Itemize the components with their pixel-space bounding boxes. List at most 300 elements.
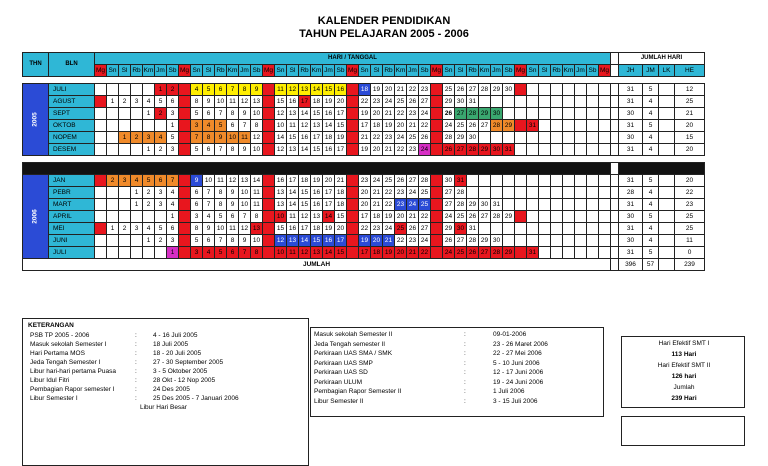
day-cell bbox=[263, 223, 275, 235]
jumlah-value: 25 bbox=[675, 223, 705, 235]
day-cell bbox=[575, 175, 587, 187]
colon: : bbox=[464, 350, 466, 357]
day-cell bbox=[587, 132, 599, 144]
day-cell: 18 bbox=[371, 247, 383, 259]
day-cell: 12 bbox=[275, 235, 287, 247]
day-cell bbox=[563, 84, 575, 96]
day-cell: 20 bbox=[371, 235, 383, 247]
day-cell: 15 bbox=[311, 108, 323, 120]
day-cell bbox=[107, 199, 119, 211]
day-cell: 9 bbox=[191, 175, 203, 187]
day-cell bbox=[347, 187, 359, 199]
day-cell: 4 bbox=[167, 199, 179, 211]
jumlah-value: 0 bbox=[675, 247, 705, 259]
day-cell bbox=[131, 144, 143, 156]
day-cell bbox=[95, 144, 107, 156]
day-cell bbox=[491, 132, 503, 144]
day-cell: 5 bbox=[155, 223, 167, 235]
day-cell: 8 bbox=[191, 223, 203, 235]
day-cell bbox=[131, 235, 143, 247]
day-cell bbox=[179, 235, 191, 247]
day-cell: 29 bbox=[479, 144, 491, 156]
day-cell: 14 bbox=[287, 199, 299, 211]
day-cell bbox=[263, 144, 275, 156]
weekday-header: Km bbox=[143, 65, 155, 77]
day-cell bbox=[503, 96, 515, 108]
day-cell: 10 bbox=[275, 247, 287, 259]
day-cell: 11 bbox=[251, 199, 263, 211]
day-cell: 11 bbox=[239, 132, 251, 144]
day-cell bbox=[347, 223, 359, 235]
day-cell: 24 bbox=[419, 108, 431, 120]
day-cell bbox=[131, 108, 143, 120]
jumlah-value bbox=[659, 96, 675, 108]
day-cell: 14 bbox=[299, 144, 311, 156]
day-cell bbox=[179, 144, 191, 156]
day-cell bbox=[143, 211, 155, 223]
keterangan-value: 5 - 10 Juni 2006 bbox=[493, 359, 540, 367]
day-cell bbox=[551, 120, 563, 132]
jumlah-col-header: JH bbox=[619, 65, 643, 77]
colon: : bbox=[135, 359, 137, 366]
day-cell bbox=[539, 175, 551, 187]
day-cell bbox=[563, 175, 575, 187]
day-cell: 27 bbox=[443, 187, 455, 199]
day-cell: 23 bbox=[371, 96, 383, 108]
day-cell bbox=[107, 247, 119, 259]
day-cell: 3 bbox=[167, 108, 179, 120]
day-cell: 23 bbox=[407, 108, 419, 120]
day-cell: 18 bbox=[323, 132, 335, 144]
day-cell: 1 bbox=[167, 247, 179, 259]
day-cell: 17 bbox=[323, 199, 335, 211]
day-cell: 8 bbox=[251, 120, 263, 132]
day-cell: 23 bbox=[395, 187, 407, 199]
day-cell bbox=[179, 247, 191, 259]
day-cell: 7 bbox=[215, 235, 227, 247]
day-cell bbox=[179, 175, 191, 187]
jumlah-value: 22 bbox=[675, 187, 705, 199]
jumlah-value bbox=[659, 120, 675, 132]
day-cell: 4 bbox=[155, 132, 167, 144]
weekday-header: Jm bbox=[575, 65, 587, 77]
jumlah-value: 5 bbox=[643, 211, 659, 223]
weekday-header: Sl bbox=[455, 65, 467, 77]
day-cell: 1 bbox=[143, 108, 155, 120]
hari-efektif-text: 113 Hari bbox=[671, 351, 697, 358]
day-cell: 16 bbox=[275, 175, 287, 187]
day-cell: 3 bbox=[167, 235, 179, 247]
jumlah-value: 5 bbox=[643, 175, 659, 187]
day-cell bbox=[479, 175, 491, 187]
day-cell: 28 bbox=[419, 175, 431, 187]
day-cell: 12 bbox=[299, 247, 311, 259]
jumlah-total: 57 bbox=[643, 259, 659, 271]
day-cell: 17 bbox=[335, 108, 347, 120]
day-cell: 15 bbox=[299, 187, 311, 199]
day-cell bbox=[491, 96, 503, 108]
jumlah-value: 30 bbox=[619, 132, 643, 144]
day-cell: 9 bbox=[215, 132, 227, 144]
day-cell: 19 bbox=[359, 108, 371, 120]
day-cell bbox=[131, 120, 143, 132]
day-cell bbox=[515, 96, 527, 108]
jumlah-value bbox=[659, 235, 675, 247]
day-cell: 13 bbox=[299, 84, 311, 96]
day-cell bbox=[563, 132, 575, 144]
day-cell: 27 bbox=[455, 144, 467, 156]
day-cell: 25 bbox=[419, 199, 431, 211]
day-cell: 26 bbox=[467, 120, 479, 132]
colon: : bbox=[464, 331, 466, 338]
day-cell: 20 bbox=[383, 84, 395, 96]
day-cell: 15 bbox=[299, 199, 311, 211]
keterangan-label: Libur Semester I bbox=[30, 395, 78, 402]
day-cell: 13 bbox=[239, 175, 251, 187]
year-text: 2006 bbox=[32, 209, 39, 224]
day-cell: 3 bbox=[131, 96, 143, 108]
day-cell bbox=[527, 132, 539, 144]
day-cell bbox=[599, 247, 611, 259]
day-cell: 9 bbox=[203, 223, 215, 235]
day-cell: 22 bbox=[359, 223, 371, 235]
day-cell: 21 bbox=[383, 108, 395, 120]
calendar-table bbox=[22, 52, 705, 271]
day-cell: 17 bbox=[287, 175, 299, 187]
day-cell: 20 bbox=[323, 175, 335, 187]
day-cell: 25 bbox=[455, 211, 467, 223]
month-name: OKTOB bbox=[49, 120, 95, 132]
year-text: 2005 bbox=[32, 112, 39, 127]
week-mg-header: Mg bbox=[431, 65, 443, 77]
colon: : bbox=[464, 397, 466, 405]
colon: : bbox=[135, 332, 137, 339]
day-cell bbox=[491, 175, 503, 187]
day-cell: 17 bbox=[335, 144, 347, 156]
day-cell bbox=[347, 84, 359, 96]
day-cell: 5 bbox=[155, 96, 167, 108]
day-cell: 3 bbox=[191, 211, 203, 223]
day-cell bbox=[95, 96, 107, 108]
day-cell bbox=[527, 175, 539, 187]
year-label bbox=[23, 84, 49, 156]
day-cell: 3 bbox=[143, 132, 155, 144]
day-cell: 1 bbox=[167, 120, 179, 132]
jumlah-col-header: LK bbox=[659, 65, 675, 77]
day-cell: 10 bbox=[215, 223, 227, 235]
colon: : bbox=[135, 395, 137, 402]
day-cell bbox=[587, 223, 599, 235]
day-cell bbox=[575, 247, 587, 259]
year-label bbox=[23, 175, 49, 259]
day-cell: 19 bbox=[323, 96, 335, 108]
day-cell: 5 bbox=[191, 235, 203, 247]
day-cell: 17 bbox=[335, 235, 347, 247]
day-cell: 1 bbox=[155, 84, 167, 96]
day-cell bbox=[551, 235, 563, 247]
day-cell: 5 bbox=[191, 108, 203, 120]
weekday-header: Rb bbox=[467, 65, 479, 77]
day-cell: 25 bbox=[455, 247, 467, 259]
day-cell: 4 bbox=[203, 211, 215, 223]
day-cell: 9 bbox=[203, 96, 215, 108]
day-cell bbox=[503, 187, 515, 199]
day-cell bbox=[467, 187, 479, 199]
day-cell bbox=[347, 96, 359, 108]
year-divider bbox=[23, 163, 611, 175]
jumlah-value bbox=[659, 175, 675, 187]
day-cell: 7 bbox=[215, 144, 227, 156]
day-cell: 16 bbox=[323, 108, 335, 120]
jumlah-value: 31 bbox=[619, 199, 643, 211]
day-cell: 27 bbox=[443, 199, 455, 211]
jumlah-hari-header: JUMLAH HARI bbox=[619, 53, 705, 65]
day-cell: 18 bbox=[335, 187, 347, 199]
day-cell: 15 bbox=[311, 144, 323, 156]
day-cell: 2 bbox=[167, 84, 179, 96]
day-cell: 18 bbox=[359, 84, 371, 96]
jumlah-value bbox=[659, 247, 675, 259]
day-cell bbox=[515, 235, 527, 247]
day-cell: 28 bbox=[467, 108, 479, 120]
day-cell bbox=[551, 96, 563, 108]
day-cell: 12 bbox=[287, 84, 299, 96]
jumlah-value: 4 bbox=[643, 235, 659, 247]
keterangan-value: 1 Juli 2006 bbox=[493, 388, 525, 395]
spacer-cell bbox=[611, 211, 619, 223]
day-cell: 6 bbox=[155, 175, 167, 187]
day-cell: 15 bbox=[275, 223, 287, 235]
day-cell bbox=[587, 108, 599, 120]
jumlah-value: 4 bbox=[643, 96, 659, 108]
day-cell: 27 bbox=[467, 84, 479, 96]
day-cell: 25 bbox=[455, 120, 467, 132]
day-cell: 26 bbox=[455, 84, 467, 96]
day-cell bbox=[263, 199, 275, 211]
spacer-cell bbox=[611, 144, 619, 156]
day-cell: 13 bbox=[311, 211, 323, 223]
day-cell: 6 bbox=[167, 223, 179, 235]
day-cell bbox=[95, 175, 107, 187]
day-cell: 14 bbox=[311, 84, 323, 96]
day-cell bbox=[131, 247, 143, 259]
keterangan-label: Masuk sekolah Semester II bbox=[314, 331, 393, 338]
colon: : bbox=[464, 378, 466, 386]
day-cell: 19 bbox=[311, 175, 323, 187]
jumlah-value: 31 bbox=[619, 120, 643, 132]
day-cell: 16 bbox=[311, 187, 323, 199]
day-cell: 15 bbox=[311, 235, 323, 247]
day-cell: 20 bbox=[335, 96, 347, 108]
day-cell: 15 bbox=[335, 247, 347, 259]
weekday-header: Sn bbox=[107, 65, 119, 77]
day-cell bbox=[539, 247, 551, 259]
jumlah-value: 31 bbox=[619, 144, 643, 156]
day-cell: 12 bbox=[299, 120, 311, 132]
day-cell: 22 bbox=[383, 187, 395, 199]
day-cell bbox=[587, 120, 599, 132]
day-cell: 19 bbox=[359, 235, 371, 247]
day-cell: 1 bbox=[131, 187, 143, 199]
day-cell: 4 bbox=[191, 84, 203, 96]
day-cell bbox=[551, 175, 563, 187]
day-cell bbox=[515, 223, 527, 235]
day-cell: 22 bbox=[395, 144, 407, 156]
day-cell: 27 bbox=[407, 175, 419, 187]
day-cell: 22 bbox=[419, 211, 431, 223]
day-cell: 10 bbox=[275, 211, 287, 223]
day-cell bbox=[179, 120, 191, 132]
day-cell: 26 bbox=[443, 144, 455, 156]
day-cell: 11 bbox=[227, 96, 239, 108]
day-cell: 24 bbox=[419, 235, 431, 247]
day-cell bbox=[263, 120, 275, 132]
spacer-cell bbox=[611, 259, 619, 271]
day-cell bbox=[347, 120, 359, 132]
jumlah-value bbox=[659, 132, 675, 144]
spacer-cell bbox=[611, 199, 619, 211]
day-cell bbox=[467, 175, 479, 187]
day-cell: 2 bbox=[119, 96, 131, 108]
weekday-header: Rb bbox=[551, 65, 563, 77]
day-cell bbox=[347, 175, 359, 187]
day-cell: 6 bbox=[203, 235, 215, 247]
weekday-header: Sn bbox=[191, 65, 203, 77]
day-cell bbox=[263, 175, 275, 187]
colon: : bbox=[135, 350, 137, 357]
day-cell bbox=[263, 84, 275, 96]
jumlah-value bbox=[659, 223, 675, 235]
weekday-header: Sb bbox=[587, 65, 599, 77]
day-cell: 2 bbox=[143, 199, 155, 211]
day-cell bbox=[575, 84, 587, 96]
day-cell: 12 bbox=[227, 175, 239, 187]
day-cell bbox=[575, 120, 587, 132]
day-cell: 6 bbox=[191, 187, 203, 199]
day-cell: 25 bbox=[395, 223, 407, 235]
day-cell bbox=[179, 223, 191, 235]
jumlah-value: 31 bbox=[619, 223, 643, 235]
day-cell bbox=[527, 235, 539, 247]
jumlah-value bbox=[659, 187, 675, 199]
weekday-header: Sb bbox=[251, 65, 263, 77]
jumlah-value: 4 bbox=[643, 199, 659, 211]
day-cell: 23 bbox=[407, 144, 419, 156]
hari-efektif-text: Hari Efektif SMT I bbox=[658, 340, 710, 347]
day-cell: 28 bbox=[467, 235, 479, 247]
weekday-header: Sl bbox=[203, 65, 215, 77]
day-cell bbox=[587, 96, 599, 108]
day-cell bbox=[107, 120, 119, 132]
day-cell bbox=[263, 211, 275, 223]
month-name: MART bbox=[49, 199, 95, 211]
day-cell: 3 bbox=[155, 199, 167, 211]
jumlah-value: 4 bbox=[643, 223, 659, 235]
day-cell bbox=[431, 108, 443, 120]
day-cell bbox=[599, 96, 611, 108]
jumlah-value: 31 bbox=[619, 247, 643, 259]
day-cell: 1 bbox=[107, 223, 119, 235]
day-cell bbox=[527, 199, 539, 211]
jumlah-label: JUMLAH bbox=[23, 259, 611, 271]
keterangan-label: Libur Idul Fitri bbox=[30, 377, 70, 384]
keterangan-label: Jeda Tengah Semester I bbox=[30, 359, 101, 366]
day-cell bbox=[587, 84, 599, 96]
keterangan-value: 4 - 16 Juli 2005 bbox=[153, 332, 198, 339]
hari-efektif-text: 239 Hari bbox=[671, 395, 697, 402]
keterangan-label: Masuk sekolah Semester I bbox=[30, 341, 107, 348]
day-cell bbox=[179, 96, 191, 108]
day-cell: 29 bbox=[503, 247, 515, 259]
jumlah-value bbox=[659, 199, 675, 211]
day-cell: 6 bbox=[203, 108, 215, 120]
day-cell bbox=[479, 132, 491, 144]
day-cell bbox=[263, 132, 275, 144]
colon: : bbox=[135, 386, 137, 393]
day-cell: 22 bbox=[371, 132, 383, 144]
day-cell: 26 bbox=[443, 235, 455, 247]
day-cell: 1 bbox=[119, 132, 131, 144]
day-cell bbox=[515, 84, 527, 96]
day-cell: 31 bbox=[491, 199, 503, 211]
day-cell bbox=[551, 132, 563, 144]
day-cell bbox=[107, 187, 119, 199]
day-cell bbox=[107, 84, 119, 96]
day-cell bbox=[263, 187, 275, 199]
day-cell: 5 bbox=[143, 175, 155, 187]
day-cell: 20 bbox=[359, 187, 371, 199]
jumlah-value: 30 bbox=[619, 235, 643, 247]
jumlah-value: 4 bbox=[643, 144, 659, 156]
day-cell: 24 bbox=[407, 187, 419, 199]
day-cell: 28 bbox=[479, 84, 491, 96]
day-cell: 19 bbox=[371, 84, 383, 96]
day-cell: 29 bbox=[491, 84, 503, 96]
spacer-cell bbox=[611, 120, 619, 132]
day-cell: 3 bbox=[167, 144, 179, 156]
day-cell bbox=[599, 199, 611, 211]
day-cell bbox=[599, 132, 611, 144]
day-cell bbox=[563, 235, 575, 247]
day-cell bbox=[515, 175, 527, 187]
day-cell bbox=[95, 120, 107, 132]
day-cell: 28 bbox=[491, 247, 503, 259]
day-cell: 1 bbox=[107, 96, 119, 108]
day-cell bbox=[575, 223, 587, 235]
day-cell: 22 bbox=[383, 199, 395, 211]
weekday-header: Km bbox=[479, 65, 491, 77]
weekday-header: Jm bbox=[491, 65, 503, 77]
keterangan-title: KETERANGAN bbox=[28, 322, 74, 329]
day-cell: 3 bbox=[191, 247, 203, 259]
day-cell: 7 bbox=[239, 247, 251, 259]
keterangan-label: Pembagian Rapor semester I bbox=[30, 386, 115, 393]
day-cell: 21 bbox=[407, 120, 419, 132]
day-cell: 16 bbox=[335, 84, 347, 96]
day-cell: 8 bbox=[251, 211, 263, 223]
weekday-header: Rb bbox=[383, 65, 395, 77]
day-cell bbox=[527, 223, 539, 235]
day-cell: 11 bbox=[275, 84, 287, 96]
month-name: JULI bbox=[49, 247, 95, 259]
day-cell: 8 bbox=[215, 187, 227, 199]
day-cell: 28 bbox=[491, 211, 503, 223]
day-cell bbox=[431, 199, 443, 211]
day-cell: 29 bbox=[503, 120, 515, 132]
day-cell: 27 bbox=[479, 120, 491, 132]
weekday-header: Km bbox=[311, 65, 323, 77]
day-cell: 2 bbox=[155, 144, 167, 156]
